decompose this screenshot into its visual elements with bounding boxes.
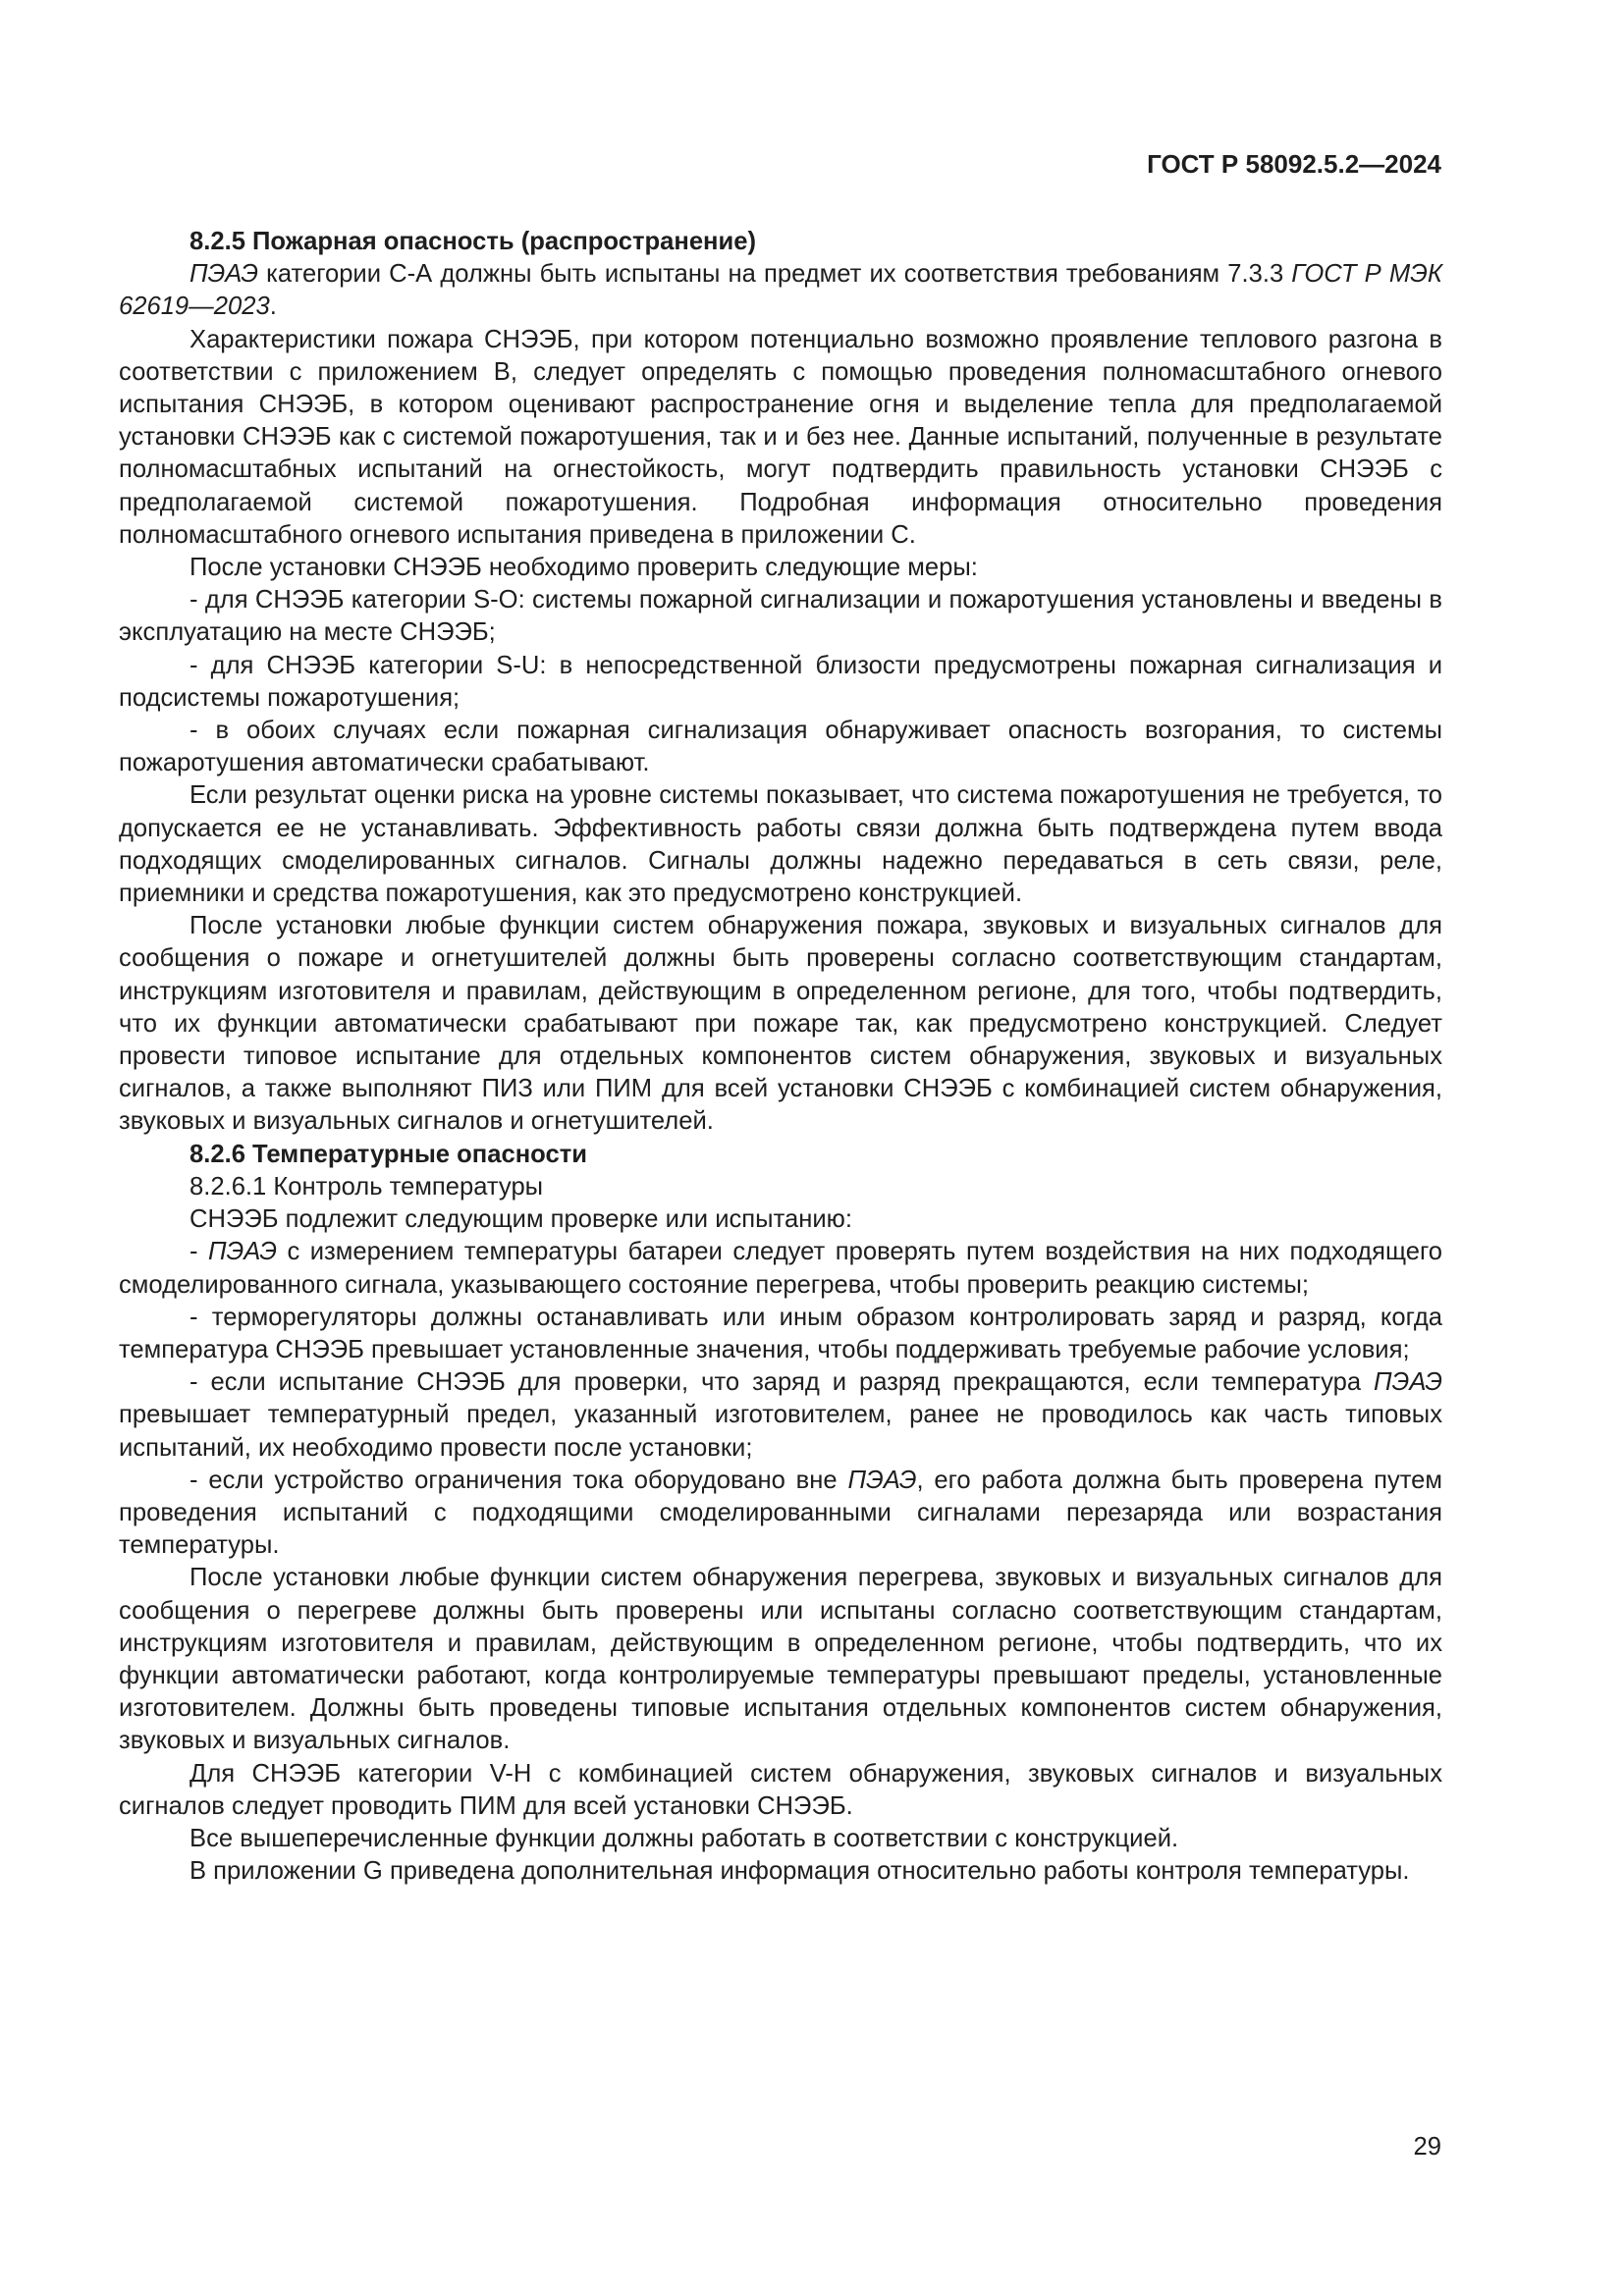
paragraph bbox=[119, 258, 1442, 323]
text-run: - bbox=[189, 1238, 208, 1266]
paragraph: Если результат оценки риска на уровне системы показывает, что система пожаротушения не требуется, то допускается ее не устанавливать. Эффективность работы связи должна быть подтверждена путем ввода подходящих смоделированных сигналов. Сигналы должны надежно передаваться в сеть связи, реле, приемники и средства пожаротушения, как это предусмотрено конструкцией. bbox=[119, 781, 1442, 908]
list-item bbox=[119, 1236, 1442, 1301]
subsection-heading-8-2-6-1: 8.2.6.1 Контроль температуры bbox=[189, 1172, 544, 1201]
text-run: с измерением температуры батареи следует проверять путем воздействия на них подходящего смоделированного сигнала, указывающего состояние перегрева, чтобы проверить реакцию системы; bbox=[119, 1238, 1442, 1299]
abbreviation: ПЭАЭ bbox=[1374, 1368, 1442, 1397]
list-item: - для СНЭЭБ категории S-U: в непосредственной близости предусмотрены пожарная сигнализация и подсистемы пожаротушения; bbox=[119, 651, 1442, 712]
text-run: - если испытание СНЭЭБ для проверки, что заряд и разряд прекращаются, если температура bbox=[189, 1368, 1375, 1397]
text-run: категории С-А должны быть испытаны на предмет их соответствия требованиям 7.3.3 bbox=[257, 260, 1292, 289]
page-number: 29 bbox=[1413, 2133, 1441, 2161]
list-item bbox=[119, 1465, 1442, 1563]
abbreviation: ПЭАЭ bbox=[847, 1466, 917, 1494]
standard-reference: ГОСТ Р МЭК 62619—2023 bbox=[119, 260, 1442, 321]
abbreviation: ПЭАЭ bbox=[208, 1238, 277, 1266]
text-run: - если устройство ограничения тока оборудовано вне bbox=[189, 1466, 848, 1494]
section-heading-8-2-6: 8.2.6 Температурные опасности bbox=[189, 1140, 587, 1168]
paragraph: Характеристики пожара СНЭЭБ, при котором потенциально возможно проявление теплового разгона в соответствии с приложением В, следует определять с помощью проведения полномасштабного огневого испытания СНЭЭБ, в котором оценивают распространение огня и выделение тепла для предполагаемой установки СНЭЭБ как с системой пожаротушения, так и и без нее. Данные испытаний, полученные в результате полномасштабных испытаний на огнестойкость, могут подтвердить правильность установки СНЭЭБ с предполагаемой системой пожаротушения. Подробная информация относительно проведения полномасштабного огневого испытания приведена в приложении С. bbox=[119, 325, 1442, 549]
paragraph: СНЭЭБ подлежит следующим проверке или испытанию: bbox=[189, 1205, 852, 1234]
paragraph: После установки СНЭЭБ необходимо проверить следующие меры: bbox=[189, 554, 978, 582]
text-run: . bbox=[269, 293, 277, 321]
paragraph: Все вышеперечисленные функции должны работать в соответствии с конструкцией. bbox=[189, 1824, 1179, 1852]
document-body bbox=[119, 226, 1442, 1888]
paragraph: В приложении G приведена дополнительная информация относительно работы контроля температуры. bbox=[189, 1857, 1410, 1886]
paragraph: После установки любые функции систем обнаружения перегрева, звуковых и визуальных сигналов для сообщения о перегреве должны быть проверены или испытаны согласно соответствующим стандартам, инструкциям изготовителя и правилам, действующим в определенном регионе, чтобы подтвердить, что их функции автоматически работают, когда контролируемые температуры превышают пределы, установленные изготовителем. Должны быть проведены типовые испытания отдельных компонентов систем обнаружения, звуковых и визуальных сигналов. bbox=[119, 1564, 1442, 1755]
list-item: - терморегуляторы должны останавливать или иным образом контролировать заряд и разряд, когда температура СНЭЭБ превышает установленные значения, чтобы поддерживать требуемые рабочие условия; bbox=[119, 1303, 1442, 1363]
list-item: - для СНЭЭБ категории S-O: системы пожарной сигнализации и пожаротушения установлены и введены в эксплуатацию на месте СНЭЭБ; bbox=[119, 586, 1442, 647]
list-item: - в обоих случаях если пожарная сигнализация обнаруживает опасность возгорания, то системы пожаротушения автоматически срабатывают. bbox=[119, 717, 1442, 777]
paragraph: После установки любые функции систем обнаружения пожара, звуковых и визуальных сигналов для сообщения о пожаре и огнетушителей должны быть проверены согласно соответствующим стандартам, инструкциям изготовителя и правилам, действующим в определенном регионе, для того, чтобы подтвердить, что их функции автоматически срабатывают при пожаре так, как предусмотрено конструкцией. Следует провести типовое испытание для отдельных компонентов систем обнаружения, звуковых и визуальных сигналов, а также выполняют ПИЗ или ПИМ для всей установки СНЭЭБ с комбинацией систем обнаружения, звуковых и визуальных сигналов и огнетушителей. bbox=[119, 912, 1442, 1136]
standard-designation: ГОСТ Р 58092.5.2—2024 bbox=[1147, 149, 1441, 179]
abbreviation: ПЭАЭ bbox=[189, 260, 258, 289]
section-heading-8-2-5: 8.2.5 Пожарная опасность (распространение) bbox=[189, 228, 757, 255]
paragraph: Для СНЭЭБ категории V-H с комбинацией систем обнаружения, звуковых сигналов и визуальных сигналов следует проводить ПИМ для всей установки СНЭЭБ. bbox=[119, 1759, 1442, 1820]
list-item bbox=[119, 1366, 1442, 1465]
text-run: , его работа должна быть проверена путем проведения испытаний с подходящими смоделированными сигналами перезаряда или возрастания температуры. bbox=[119, 1466, 1443, 1560]
text-run: превышает температурный предел, указанный изготовителем, ранее не проводилось как часть типовых испытаний, их необходимо провести после установки; bbox=[119, 1401, 1442, 1462]
